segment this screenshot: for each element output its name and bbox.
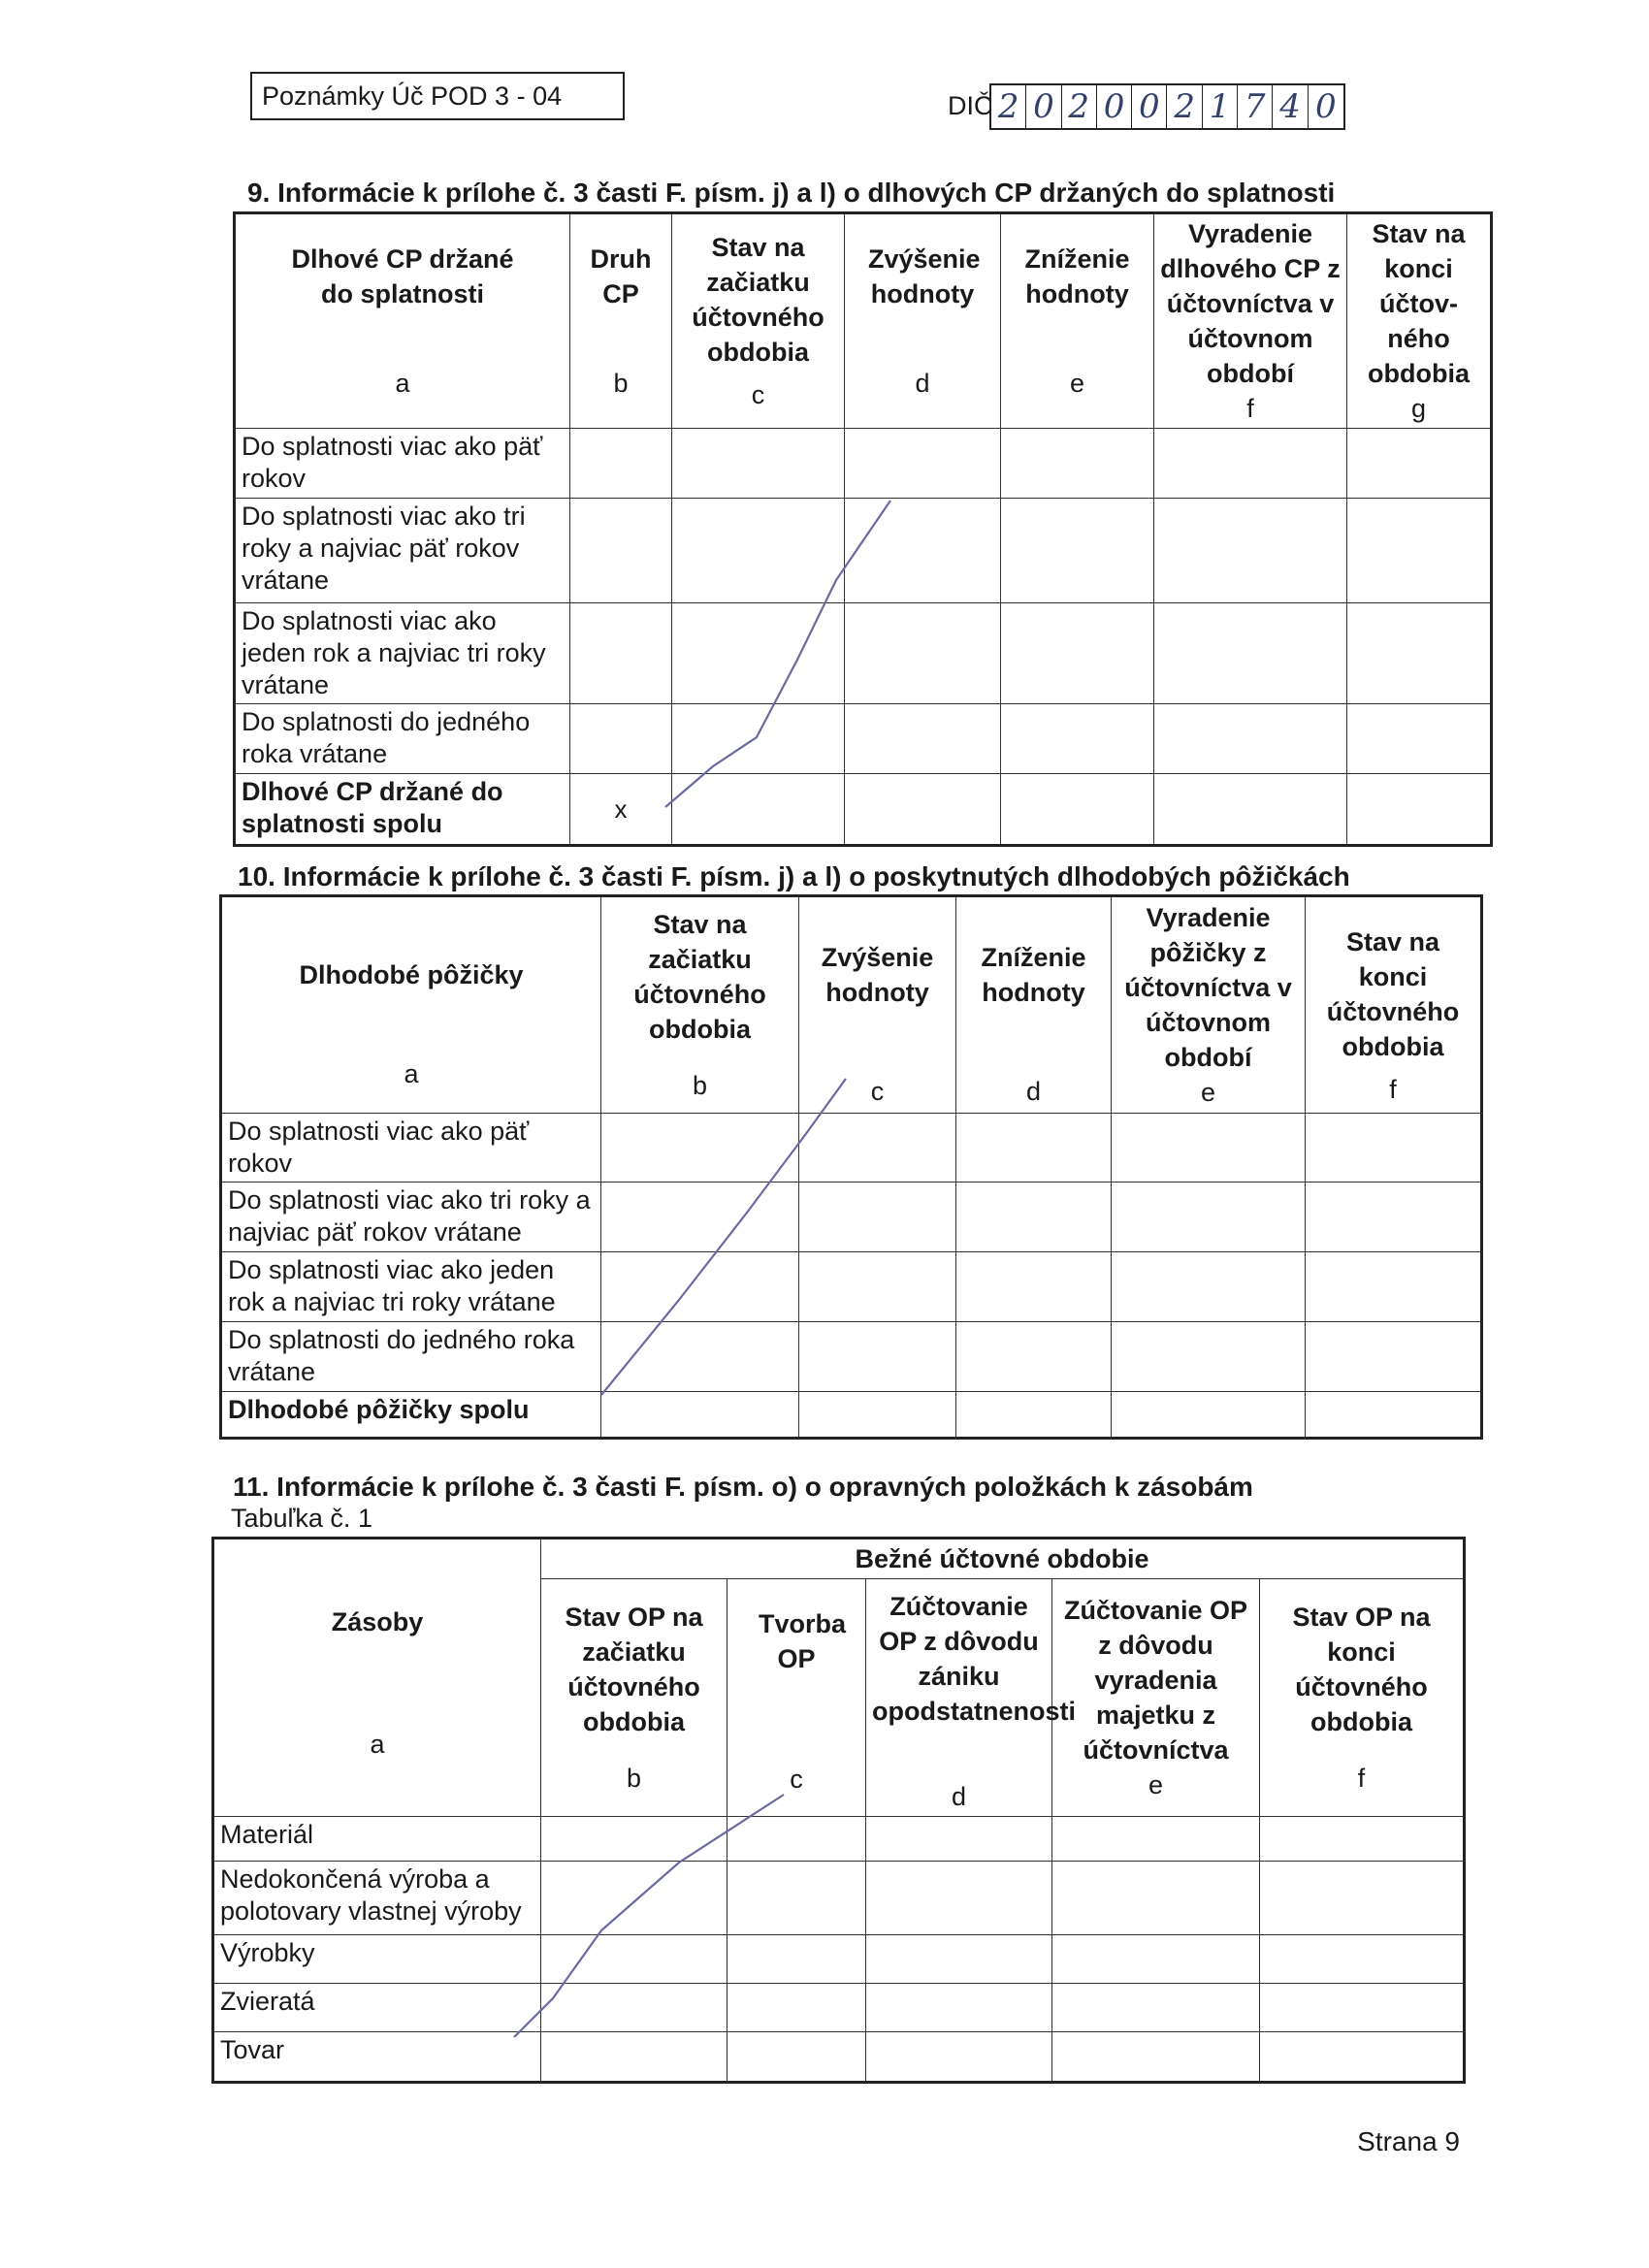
dic-digit: 0 — [1097, 85, 1132, 128]
s11-row-label: Nedokončená výroba a polotovary vlastnej výroby — [213, 1862, 541, 1935]
dic-digit: 7 — [1238, 85, 1273, 128]
s10-col-header-c: Zvýšenie hodnoty c — [799, 896, 956, 1114]
s9-row-label: Do splatnosti viac ako tri roky a najviac päť rokov vrátane — [235, 499, 570, 603]
dic-digit: 0 — [1132, 85, 1167, 128]
dic-digit: 0 — [1026, 85, 1061, 128]
s9-col-header-f: Vyradenie dlhového CP z účtovníctva v účtovnom období f — [1154, 213, 1347, 429]
s11-row-label: Zvieratá — [213, 1984, 541, 2032]
s11-col-header-f: Stav OP na konci účtovného obdobia f — [1260, 1579, 1465, 1817]
section10-title: 10. Informácie k prílohe č. 3 časti F. písm. j) a l) o poskytnutých dlhodobých pôžičkách — [238, 861, 1350, 891]
s10-col-header-b: Stav na začiatku účtovného obdobia b — [601, 896, 799, 1114]
s11-col-header-c: Tvorba OP c — [728, 1579, 866, 1817]
section9-title: 9. Informácie k prílohe č. 3 časti F. písm. j) a l) o dlhových CP držaných do splatnosti — [247, 178, 1336, 208]
s10-col-header-f: Stav na konci účtovného obdobia f — [1306, 896, 1482, 1114]
s9-row-label: Do splatnosti viac ako jeden rok a najviac tri roky vrátane — [235, 603, 570, 704]
form-code-label: Poznámky Úč POD 3 - 04 — [262, 81, 563, 111]
s10-col-header-d: Zníženie hodnoty d — [956, 896, 1112, 1114]
s9-col-header-b: Druh CP b — [570, 213, 672, 429]
page-number: Strana 9 — [1357, 2126, 1460, 2156]
s9-row-label: Do splatnosti do jedného roka vrátane — [235, 704, 570, 774]
s10-col-header-a: Dlhodobé pôžičky a — [221, 896, 601, 1114]
dic-label: DIČ — [948, 91, 993, 120]
s10-row-label: Do splatnosti viac ako tri roky a najviac päť rokov vrátane — [221, 1183, 601, 1252]
s9-col-header-a: Dlhové CP držané do splatnosti a — [235, 213, 570, 429]
s9-row-label: Do splatnosti viac ako päť rokov — [235, 429, 570, 499]
s11-row-label: Výrobky — [213, 1935, 541, 1984]
s11-col-header-b: Stav OP na začiatku účtovného obdobia b — [541, 1579, 728, 1817]
s9-col-header-d: Zvýšenie hodnoty d — [845, 213, 1001, 429]
s9-total-label: Dlhové CP držané do splatnosti spolu — [235, 774, 570, 846]
s10-row-label: Do splatnosti do jedného roka vrátane — [221, 1322, 601, 1392]
section11-title: 11. Informácie k prílohe č. 3 časti F. písm. o) o opravných položkách k zásobám — [233, 1472, 1253, 1502]
s10-col-header-e: Vyradenie pôžičky z účtovníctva v účtovnom období e — [1112, 896, 1306, 1114]
dic-digit: 2 — [1167, 85, 1202, 128]
section11-subtitle: Tabuľka č. 1 — [231, 1504, 372, 1533]
s9-col-header-c: Stav na začiatku účtovného obdobia c — [672, 213, 845, 429]
s9-strike-line — [665, 501, 890, 807]
s10-strike-line — [601, 1079, 846, 1395]
s11-col-header-e: Zúčtovanie OP z dôvodu vyradenia majetku z účtovníctva e — [1052, 1579, 1260, 1817]
dic-digit: 2 — [991, 85, 1026, 128]
dic-digit: 1 — [1203, 85, 1238, 128]
dic-digit: 2 — [1062, 85, 1097, 128]
s9-col-header-g: Stav na konci účtov-ného obdobia g — [1347, 213, 1492, 429]
s11-row-label: Tovar — [213, 2032, 541, 2083]
dic-digit: 0 — [1315, 87, 1337, 126]
dic-digit: 4 — [1273, 85, 1308, 128]
s11-row-label: Materiál — [213, 1817, 541, 1862]
s11-col-header-d: Zúčtovanie OP z dôvodu zániku opodstatnenosti d — [866, 1579, 1052, 1817]
s10-row-label: Do splatnosti viac ako päť rokov — [221, 1114, 601, 1183]
s9-col-header-e: Zníženie hodnoty e — [1001, 213, 1154, 429]
s9-total-mark: x — [570, 774, 672, 846]
s10-row-label: Do splatnosti viac ako jeden rok a najviac tri roky vrátane — [221, 1252, 601, 1322]
s10-total-label: Dlhodobé pôžičky spolu — [221, 1392, 601, 1439]
s11-period-header: Bežné účtovné obdobie — [541, 1539, 1465, 1579]
s11-strike-line — [514, 1795, 784, 2037]
s11-col-header-a: Zásoby a — [213, 1539, 541, 1817]
